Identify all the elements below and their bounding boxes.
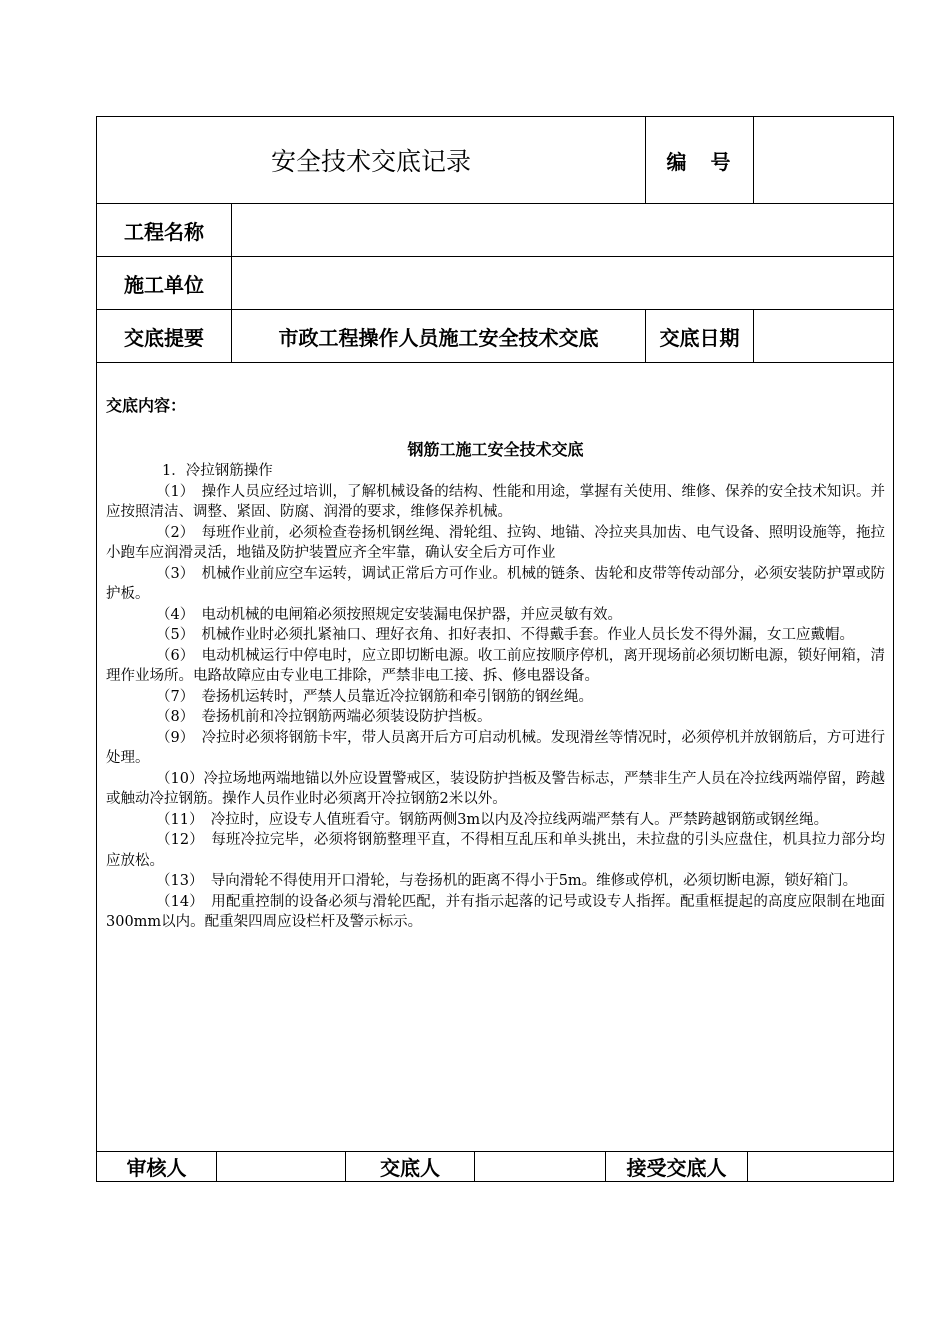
list-item: （10）冷拉场地两端地锚以外应设置警戒区，装设防护挡板及警告标志，严禁非生产人员在冷拉线两端停留，跨越或触动冷拉钢筋。操作人员作业时必须离开冷拉钢筋2米以外。 <box>106 770 886 807</box>
list-item: （6） 电动机械运行中停电时，应立即切断电源。收工前应按顺序停机，离开现场前必须切断电源，锁好闸箱，清理作业场所。电路故障应由专业电工排除，严禁非电工接、拆、修电器设备。 <box>106 647 886 684</box>
project-name-field[interactable] <box>232 204 894 257</box>
safety-briefing-form <box>96 116 893 1182</box>
reviewer-field[interactable] <box>217 1152 346 1182</box>
construction-unit-row <box>97 257 894 310</box>
list-item: （3） 机械作业前应空车运转，调试正常后方可作业。机械的链条、齿轮和皮带等传动部分，必须安装防护罩或防护板。 <box>106 565 886 602</box>
presenter-field[interactable] <box>475 1152 606 1182</box>
list-item: （1） 操作人员应经过培训，了解机械设备的结构、性能和用途，掌握有关使用、维修、保养的安全技术知识。并应按照清洁、调整、紧固、防腐、润滑的要求，维修保养机械。 <box>106 483 886 520</box>
list-item: （2） 每班作业前，必须检查卷扬机钢丝绳、滑轮组、拉钩、地锚、冷拉夹具加齿、电气设备、照明设施等，拖拉小跑车应润滑灵活，地锚及防护装置应齐全牢靠，确认安全后方可作业 <box>106 524 886 561</box>
title-row <box>97 117 894 204</box>
construction-unit-label: 施工单位 <box>97 257 232 310</box>
summary-label: 交底提要 <box>97 310 232 363</box>
number-label: 编 号 <box>646 117 754 204</box>
signature-table <box>96 1152 894 1182</box>
date-label: 交底日期 <box>646 310 754 363</box>
form-table <box>96 116 894 1152</box>
project-name-row <box>97 204 894 257</box>
receiver-field[interactable] <box>748 1152 894 1182</box>
section-title: 1．冷拉钢筋操作 <box>162 463 273 479</box>
list-item: （7） 卷扬机运转时，严禁人员靠近冷拉钢筋和牵引钢筋的钢丝绳。 <box>156 688 593 705</box>
list-item: （12） 每班冷拉完毕，必须将钢筋整理平直，不得相互乱压和单头挑出，未拉盘的引头应盘住，机具拉力部分均应放松。 <box>106 832 886 869</box>
summary-value: 市政工程操作人员施工安全技术交底 <box>232 310 646 363</box>
list-item: （11） 冷拉时，应设专人值班看守。钢筋两侧3m以内及冷拉线两端严禁有人。严禁跨越钢筋或钢丝绳。 <box>156 811 829 828</box>
list-item: （13） 导向滑轮不得使用开口滑轮，与卷扬机的距离不得小于5m。维修或停机，必须切断电源，锁好箱门。 <box>156 873 858 889</box>
signature-row <box>97 1152 894 1182</box>
content-row <box>97 363 894 1152</box>
content-cell <box>97 363 894 1152</box>
list-item: （9） 冷拉时必须将钢筋卡牢，带人员离开后方可启动机械。发现滑丝等情况时，必须停机并放钢筋后，方可进行处理。 <box>106 729 886 766</box>
number-field[interactable] <box>754 117 894 204</box>
presenter-label: 交底人 <box>346 1152 475 1182</box>
list-item: （5） 机械作业时必须扎紧袖口、理好衣角、扣好表扣、不得戴手套。作业人员长发不得外漏，女工应戴帽。 <box>156 627 854 643</box>
form-title: 安全技术交底记录 <box>97 117 646 204</box>
list-item: （14） 用配重控制的设备必须与滑轮匹配，并有指示起落的记号或设专人指挥。配重框提起的高度应限制在地面300mm以内。配重架四周应设栏杆及警示标示。 <box>106 893 886 930</box>
reviewer-label: 审核人 <box>97 1152 217 1182</box>
construction-unit-field[interactable] <box>232 257 894 310</box>
date-field[interactable] <box>754 310 894 363</box>
document-title: 钢筋工施工安全技术交底 <box>407 440 584 459</box>
summary-row <box>97 310 894 363</box>
receiver-label: 接受交底人 <box>606 1152 748 1182</box>
list-item: （4） 电动机械的电闸箱必须按照规定安装漏电保护器，并应灵敏有效。 <box>156 606 622 623</box>
project-name-label: 工程名称 <box>97 204 232 257</box>
list-item: （8） 卷扬机前和冷拉钢筋两端必须装设防护挡板。 <box>156 709 492 725</box>
content-heading: 交底内容： <box>106 396 187 415</box>
